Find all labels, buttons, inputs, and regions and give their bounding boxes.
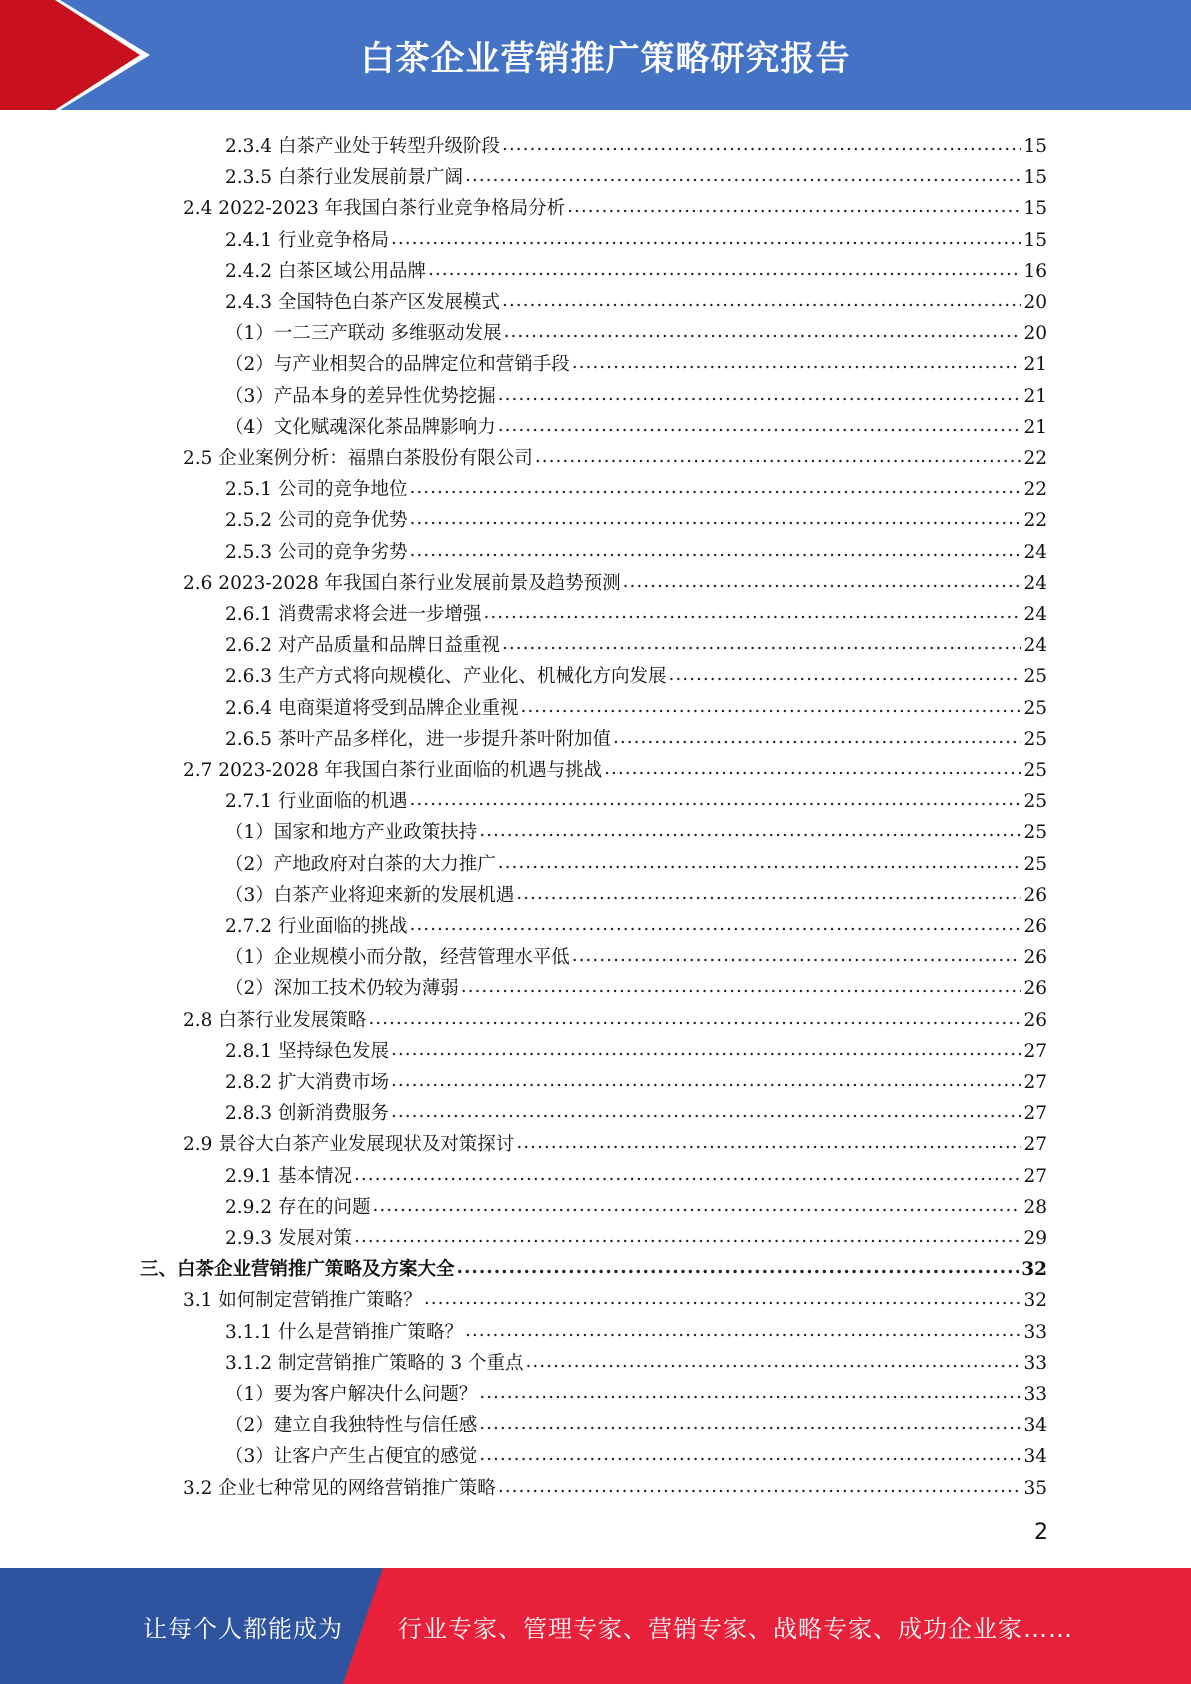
toc-entry-page: 24 <box>1023 604 1047 625</box>
toc-entry[interactable] <box>183 1001 1047 1032</box>
toc-entry-title: （4）文化赋魂深化茶品牌影响力 <box>225 416 496 438</box>
toc-entry-title: （1）企业规模小而分散，经营管理水平低 <box>225 947 570 969</box>
toc-entry[interactable] <box>225 907 1047 938</box>
toc-dot-leader <box>409 508 1021 532</box>
toc-entry-page: 20 <box>1023 292 1047 313</box>
toc-entry[interactable] <box>225 626 1047 657</box>
toc-dot-leader <box>535 446 1022 470</box>
toc-entry[interactable] <box>225 657 1047 688</box>
toc-entry-page: 15 <box>1023 136 1047 157</box>
toc-entry-page: 26 <box>1023 978 1047 1000</box>
toc-dot-leader <box>409 477 1021 501</box>
toc-entry-title: 2.9 景谷大白茶产业发展现状及对策探讨 <box>183 1134 515 1156</box>
toc-entry-page: 21 <box>1023 354 1047 376</box>
toc-entry[interactable] <box>183 564 1047 595</box>
toc-entry-page: 24 <box>1023 572 1047 594</box>
toc-entry-page: 32 <box>1021 1259 1047 1281</box>
toc-dot-leader <box>526 1351 1022 1375</box>
toc-entry-page: 26 <box>1023 916 1047 937</box>
toc-dot-leader <box>483 602 1021 626</box>
toc-entry-title: 2.8.3 创新消费服务 <box>225 1103 389 1125</box>
toc-entry[interactable] <box>183 1469 1047 1500</box>
toc-entry-page: 26 <box>1023 884 1047 906</box>
footer-slogan-right: 行业专家、管理专家、营销专家、战略专家、成功企业家…… <box>398 1614 1073 1643</box>
toc-entry-page: 27 <box>1023 1040 1047 1062</box>
toc-entry-title: 三、白茶企业营销推广策略及方案大全 <box>140 1259 455 1281</box>
toc-entry-title: 2.8.2 扩大消费市场 <box>225 1072 389 1093</box>
toc-entry-page: 25 <box>1023 791 1047 813</box>
toc-dot-leader <box>604 758 1021 782</box>
toc-entry[interactable] <box>225 782 1047 813</box>
toc-entry[interactable] <box>183 189 1047 220</box>
toc-entry[interactable] <box>225 1375 1047 1406</box>
page-number: 2 <box>1034 1520 1048 1545</box>
toc-entry-title: （1）一二三产联动 多维驱动发展 <box>225 323 502 345</box>
toc-entry-page: 33 <box>1023 1321 1047 1343</box>
footer-slogan-left: 让每个人都能成为 <box>143 1614 343 1643</box>
toc-entry[interactable] <box>225 470 1047 501</box>
toc-dot-leader <box>668 664 1021 688</box>
report-title: 白茶企业营销推广策略研究报告 <box>360 38 851 79</box>
toc-entry[interactable] <box>225 1094 1047 1125</box>
toc-entry[interactable] <box>225 1437 1047 1468</box>
toc-entry-page: 27 <box>1023 1134 1047 1156</box>
toc-entry[interactable] <box>225 314 1047 345</box>
toc-entry-page: 25 <box>1023 760 1047 781</box>
toc-entry-page: 21 <box>1023 416 1047 438</box>
toc-entry-title: 2.6.2 对产品质量和品牌日益重视 <box>225 635 500 657</box>
toc-dot-leader <box>461 976 1022 1000</box>
toc-entry-title: 2.9.1 基本情况 <box>225 1165 352 1187</box>
toc-dot-leader <box>498 852 1022 876</box>
toc-entry-page: 15 <box>1023 229 1047 251</box>
toc-entry-title: 2.5.2 公司的竞争优势 <box>225 510 408 532</box>
toc-entry-page: 25 <box>1023 822 1047 844</box>
toc-entry[interactable] <box>225 1157 1047 1188</box>
toc-entry[interactable] <box>225 501 1047 532</box>
toc-entry-title: 2.4.2 白茶区域公用品牌 <box>225 260 426 282</box>
toc-dot-leader <box>391 1039 1021 1063</box>
toc-entry[interactable] <box>225 876 1047 907</box>
toc-entry[interactable] <box>225 1344 1047 1375</box>
toc-entry-title: （1）国家和地方产业政策扶持 <box>225 822 478 844</box>
toc-dot-leader <box>465 165 1021 189</box>
toc-dot-leader <box>479 1444 1021 1468</box>
toc-entry-page: 24 <box>1023 635 1047 657</box>
toc-entry-title: 2.6.5 茶叶产品多样化，进一步提升茶叶附加值 <box>225 728 611 750</box>
toc-entry[interactable] <box>225 345 1047 376</box>
toc-entry[interactable] <box>225 252 1047 283</box>
toc-entry-title: 3.2 企业七种常见的网络营销推广策略 <box>183 1477 496 1499</box>
toc-dot-leader <box>567 196 1021 220</box>
toc-entry[interactable] <box>225 813 1047 844</box>
toc-entry-page: 33 <box>1023 1352 1047 1374</box>
toc-dot-leader <box>498 1476 1022 1500</box>
toc-dot-leader <box>504 321 1022 345</box>
toc-entry-title: 2.7 2023-2028 年我国白茶行业面临的机遇与挑战 <box>183 760 603 781</box>
toc-dot-leader <box>502 290 1021 314</box>
toc-entry[interactable] <box>225 1313 1047 1344</box>
toc-entry[interactable] <box>225 1063 1047 1094</box>
toc-dot-leader <box>572 352 1022 376</box>
toc-entry-page: 27 <box>1023 1103 1047 1125</box>
toc-dot-leader <box>354 1226 1022 1250</box>
toc-entry-title: 2.7.1 行业面临的机遇 <box>225 791 408 813</box>
toc-entry[interactable] <box>225 408 1047 439</box>
toc-dot-leader <box>479 820 1021 844</box>
toc-dot-leader <box>502 134 1021 158</box>
toc-dot-leader <box>409 914 1021 938</box>
toc-entry[interactable] <box>225 377 1047 408</box>
toc-entry-title: 2.8.1 坚持绿色发展 <box>225 1040 389 1062</box>
toc-entry-page: 16 <box>1023 260 1047 282</box>
toc-entry-page: 24 <box>1023 541 1047 563</box>
toc-entry-title: （1）要为客户解决什么问题？ <box>225 1384 478 1405</box>
toc-entry[interactable] <box>225 1406 1047 1437</box>
toc-dot-leader <box>368 1008 1021 1032</box>
toc-entry-title: 3.1 如何制定营销推广策略？ <box>183 1290 422 1312</box>
toc-entry-page: 34 <box>1023 1446 1047 1468</box>
toc-entry[interactable] <box>225 533 1047 564</box>
toc-entry[interactable] <box>225 283 1047 314</box>
toc-entry-page: 27 <box>1023 1072 1047 1093</box>
toc-dot-leader <box>424 1288 1022 1312</box>
toc-entry-title: 2.4.1 行业竞争格局 <box>225 229 389 251</box>
toc-entry-title: 2.8 白茶行业发展策略 <box>183 1009 367 1031</box>
toc-entry-title: 3.1.1 什么是营销推广策略？ <box>225 1321 463 1343</box>
page-header <box>0 0 1191 110</box>
toc-entry-page: 26 <box>1023 947 1047 969</box>
toc-entry-page: 22 <box>1023 510 1047 532</box>
toc-dot-leader <box>613 727 1021 751</box>
toc-entry[interactable] <box>225 720 1047 751</box>
toc-entry[interactable] <box>225 938 1047 969</box>
toc-entry-title: （3）白茶产业将迎来新的发展机遇 <box>225 884 515 906</box>
toc-entry-title: （2）建立自我独特性与信任感 <box>225 1415 478 1437</box>
toc-dot-leader <box>409 789 1021 813</box>
toc-dot-leader <box>391 228 1021 252</box>
toc-entry-title: 3.1.2 制定营销推广策略的 3 个重点 <box>225 1352 524 1374</box>
toc-entry-page: 15 <box>1023 198 1047 220</box>
toc-entry[interactable] <box>225 689 1047 720</box>
toc-entry-title: 2.5.3 公司的竞争劣势 <box>225 541 408 563</box>
toc-entry-page: 34 <box>1023 1415 1047 1437</box>
toc-entry-page: 21 <box>1023 385 1047 407</box>
toc-entry-title: （3）让客户产生占便宜的感觉 <box>225 1446 478 1468</box>
toc-entry-title: 2.3.5 白茶行业发展前景广阔 <box>225 167 463 189</box>
toc-dot-leader <box>572 945 1022 969</box>
toc-entry-title: （2）深加工技术仍较为薄弱 <box>225 978 459 1000</box>
toc-entry-page: 27 <box>1023 1165 1047 1187</box>
toc-dot-leader <box>428 259 1021 283</box>
toc-entry[interactable] <box>140 1250 1047 1281</box>
toc-entry-title: （2）产地政府对白茶的大力推广 <box>225 853 496 875</box>
toc-entry[interactable] <box>183 1125 1047 1156</box>
toc-dot-leader <box>520 696 1021 720</box>
toc-dot-leader <box>372 1195 1021 1219</box>
toc-dot-leader <box>479 1382 1021 1406</box>
toc-entry-title: 2.3.4 白茶产业处于转型升级阶段 <box>225 136 500 157</box>
toc-entry[interactable] <box>225 969 1047 1000</box>
toc-entry[interactable] <box>225 158 1047 189</box>
toc-entry-title: 2.6.3 生产方式将向规模化、产业化、机械化方向发展 <box>225 666 667 688</box>
toc-entry[interactable] <box>225 1219 1047 1250</box>
toc-entry-title: 2.7.2 行业面临的挑战 <box>225 916 408 937</box>
toc-entry-page: 33 <box>1023 1384 1047 1405</box>
toc-dot-leader <box>391 1101 1021 1125</box>
toc-entry[interactable] <box>183 1281 1047 1312</box>
toc-entry-page: 15 <box>1023 167 1047 189</box>
toc-entry-page: 32 <box>1023 1290 1047 1312</box>
toc-entry[interactable] <box>225 221 1047 252</box>
toc-entry[interactable] <box>183 439 1047 470</box>
toc-entry-page: 22 <box>1023 479 1047 501</box>
toc-dot-leader <box>391 1070 1021 1094</box>
toc-entry-page: 20 <box>1023 323 1047 345</box>
toc-entry[interactable] <box>225 1032 1047 1063</box>
toc-entry-page: 22 <box>1023 448 1047 469</box>
toc-dot-leader <box>465 1320 1021 1344</box>
toc-entry-page: 26 <box>1023 1009 1047 1031</box>
toc-entry-title: （2）与产业相契合的品牌定位和营销手段 <box>225 354 570 376</box>
toc-dot-leader <box>354 1164 1022 1188</box>
toc-entry-title: （3）产品本身的差异性优势挖掘 <box>225 385 496 407</box>
toc-entry-page: 28 <box>1023 1196 1047 1218</box>
toc-entry-title: 2.4 2022-2023 年我国白茶行业竞争格局分析 <box>183 198 566 220</box>
toc-entry[interactable] <box>225 845 1047 876</box>
toc-entry-title: 2.6.4 电商渠道将受到品牌企业重视 <box>225 697 519 719</box>
toc-entry-title: 2.4.3 全国特色白茶产区发展模式 <box>225 292 500 313</box>
toc-entry-page: 25 <box>1023 697 1047 719</box>
toc-entry-page: 25 <box>1023 853 1047 875</box>
toc-entry-page: 29 <box>1023 1228 1047 1249</box>
toc-entry-title: 2.9.2 存在的问题 <box>225 1196 371 1218</box>
toc-entry-page: 25 <box>1023 666 1047 688</box>
toc-dot-leader <box>516 1132 1021 1156</box>
toc-dot-leader <box>623 571 1022 595</box>
toc-entry-title: 2.5 企业案例分析：福鼎白茶股份有限公司 <box>183 448 533 469</box>
toc-dot-leader <box>502 633 1021 657</box>
toc-entry-title: 2.6 2023-2028 年我国白茶行业发展前景及趋势预测 <box>183 572 621 594</box>
toc-dot-leader <box>498 415 1022 439</box>
toc-dot-leader <box>516 883 1021 907</box>
toc-entry-title: 2.6.1 消费需求将会进一步增强 <box>225 604 482 625</box>
toc-entry-page: 25 <box>1023 728 1047 750</box>
toc-dot-leader <box>457 1257 1020 1281</box>
toc-entry-page: 35 <box>1023 1477 1047 1499</box>
page-footer <box>0 1568 1191 1684</box>
toc-dot-leader <box>498 384 1022 408</box>
toc-entry[interactable] <box>183 751 1047 782</box>
toc-entry-title: 2.9.3 发展对策 <box>225 1228 352 1249</box>
toc-entry[interactable] <box>225 595 1047 626</box>
toc-dot-leader <box>409 540 1021 564</box>
toc-dot-leader <box>479 1413 1021 1437</box>
toc-entry-title: 2.5.1 公司的竞争地位 <box>225 479 408 501</box>
toc-entry[interactable] <box>225 1188 1047 1219</box>
toc-entry[interactable] <box>225 127 1047 158</box>
